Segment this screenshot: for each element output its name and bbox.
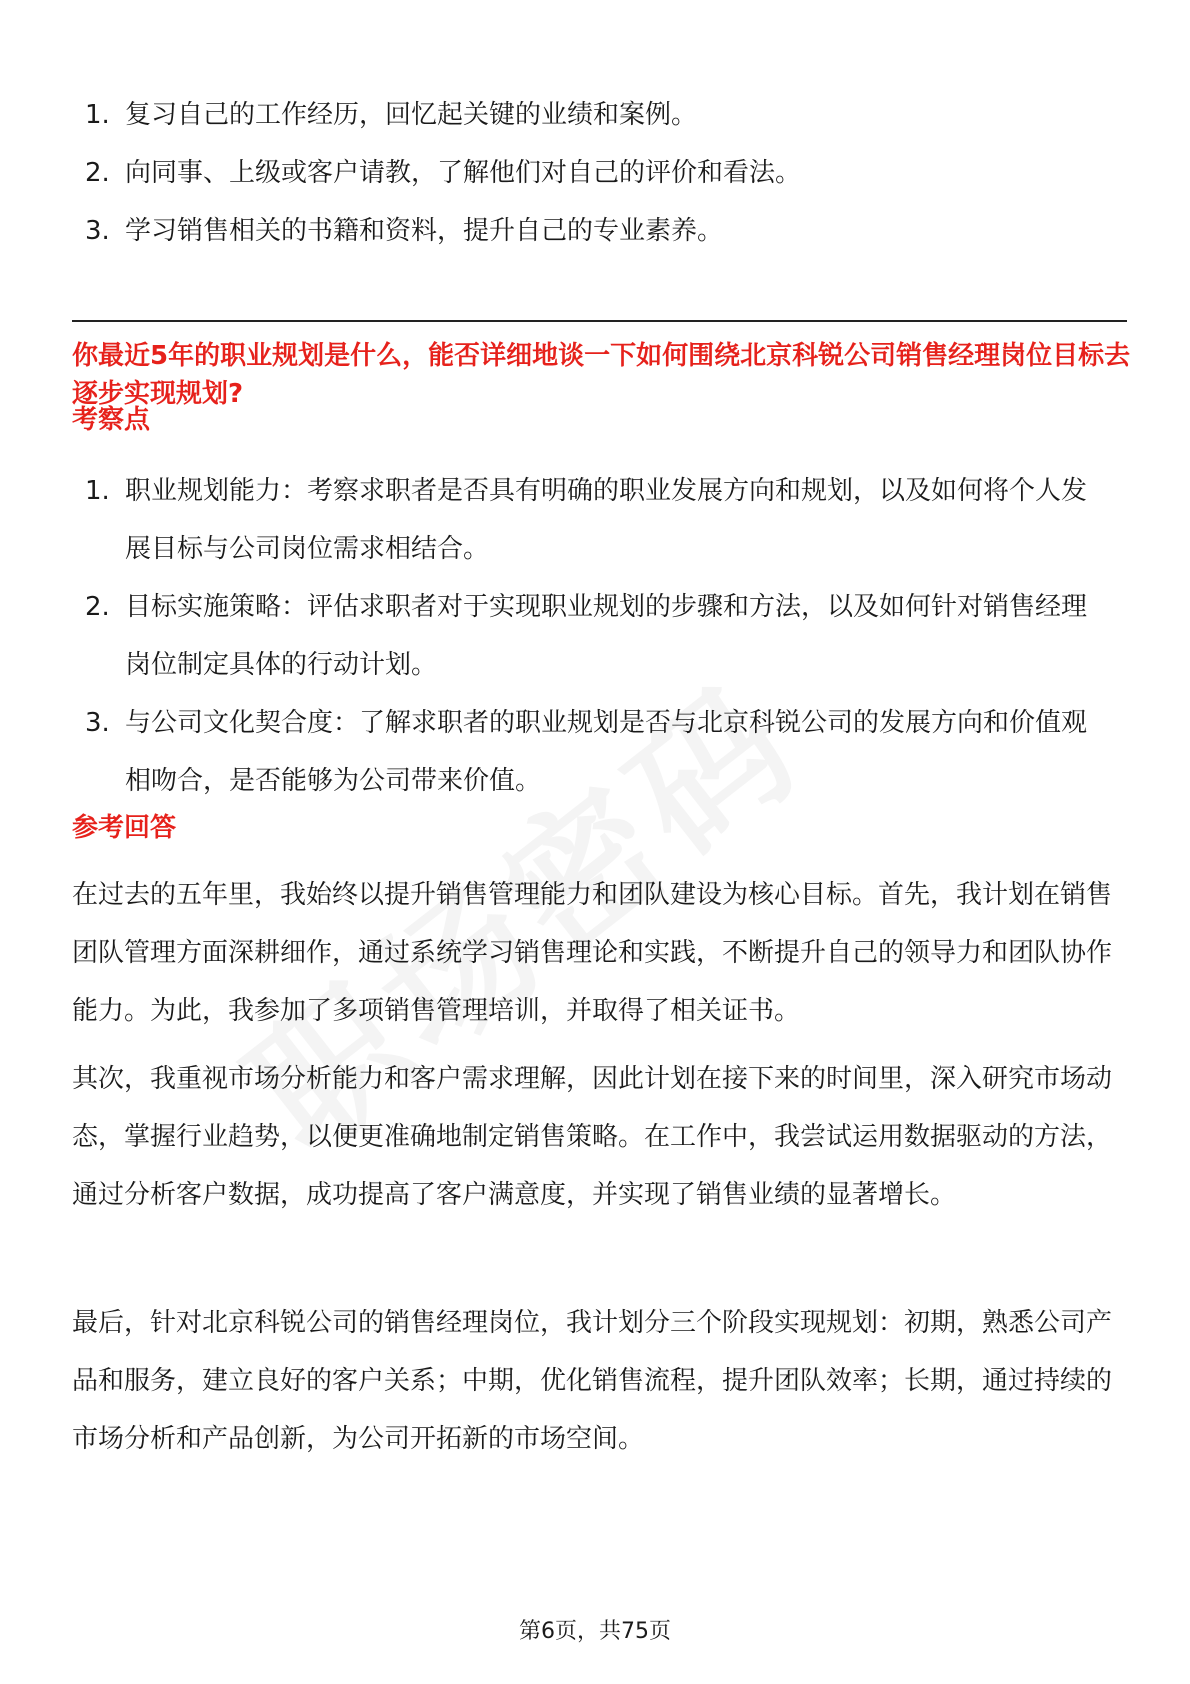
list-item-number: 3. — [85, 216, 110, 246]
list-item — [72, 202, 1112, 260]
list-item-text: 职业规划能力：考察求职者是否具有明确的职业发展方向和规划，以及如何将个人发展目标与公司岗位需求相结合。 — [125, 476, 1088, 564]
answer-paragraph: 其次，我重视市场分析能力和客户需求理解，因此计划在接下来的时间里，深入研究市场动态，掌握行业趋势，以便更准确地制定销售策略。在工作中，我尝试运用数据驱动的方法，通过分析客户数据，成功提高了客户满意度，并实现了销售业绩的显著增长。 — [72, 1064, 1113, 1210]
list-item-number: 3. — [85, 708, 110, 738]
list-item-text: 目标实施策略：评估求职者对于实现职业规划的步骤和方法，以及如何针对销售经理岗位制定具体的行动计划。 — [125, 592, 1088, 680]
section-divider — [72, 320, 1127, 322]
list-item-number: 2. — [85, 158, 110, 188]
list-item — [72, 578, 1112, 694]
page-number: 第6页，共75页 — [519, 1619, 671, 1644]
answer-heading: 参考回答 — [72, 813, 177, 843]
list-item-text: 与公司文化契合度：了解求职者的职业规划是否与北京科锐公司的发展方向和价值观相吻合，是否能够为公司带来价值。 — [125, 708, 1088, 796]
list-item-number: 1. — [85, 100, 110, 130]
list-item-text: 向同事、上级或客户请教，了解他们对自己的评价和看法。 — [125, 158, 802, 188]
focus-list — [72, 462, 1112, 810]
list-item-text: 复习自己的工作经历，回忆起关键的业绩和案例。 — [125, 100, 698, 130]
list-item-text: 学习销售相关的书籍和资料，提升自己的专业素养。 — [125, 216, 724, 246]
list-item — [72, 462, 1112, 578]
list-item — [72, 86, 1112, 144]
question-title: 你最近5年的职业规划是什么，能否详细地谈一下如何围绕北京科锐公司销售经理岗位目标去逐步实现规划? — [72, 341, 1131, 409]
list-item-number: 1. — [85, 476, 110, 506]
list-item — [72, 144, 1112, 202]
intro-list — [72, 86, 1112, 260]
focus-heading: 考察点 — [72, 405, 151, 435]
answer-paragraph: 在过去的五年里，我始终以提升销售管理能力和团队建设为核心目标。首先，我计划在销售团队管理方面深耕细作，通过系统学习销售理论和实践，不断提升自己的领导力和团队协作能力。为此，我参加了多项销售管理培训，并取得了相关证书。 — [72, 880, 1113, 1026]
answer-paragraph: 最后，针对北京科锐公司的销售经理岗位，我计划分三个阶段实现规划：初期，熟悉公司产品和服务，建立良好的客户关系；中期，优化销售流程，提升团队效率；长期，通过持续的市场分析和产品创新，为公司开拓新的市场空间。 — [72, 1308, 1113, 1454]
list-item — [72, 694, 1112, 810]
list-item-number: 2. — [85, 592, 110, 622]
